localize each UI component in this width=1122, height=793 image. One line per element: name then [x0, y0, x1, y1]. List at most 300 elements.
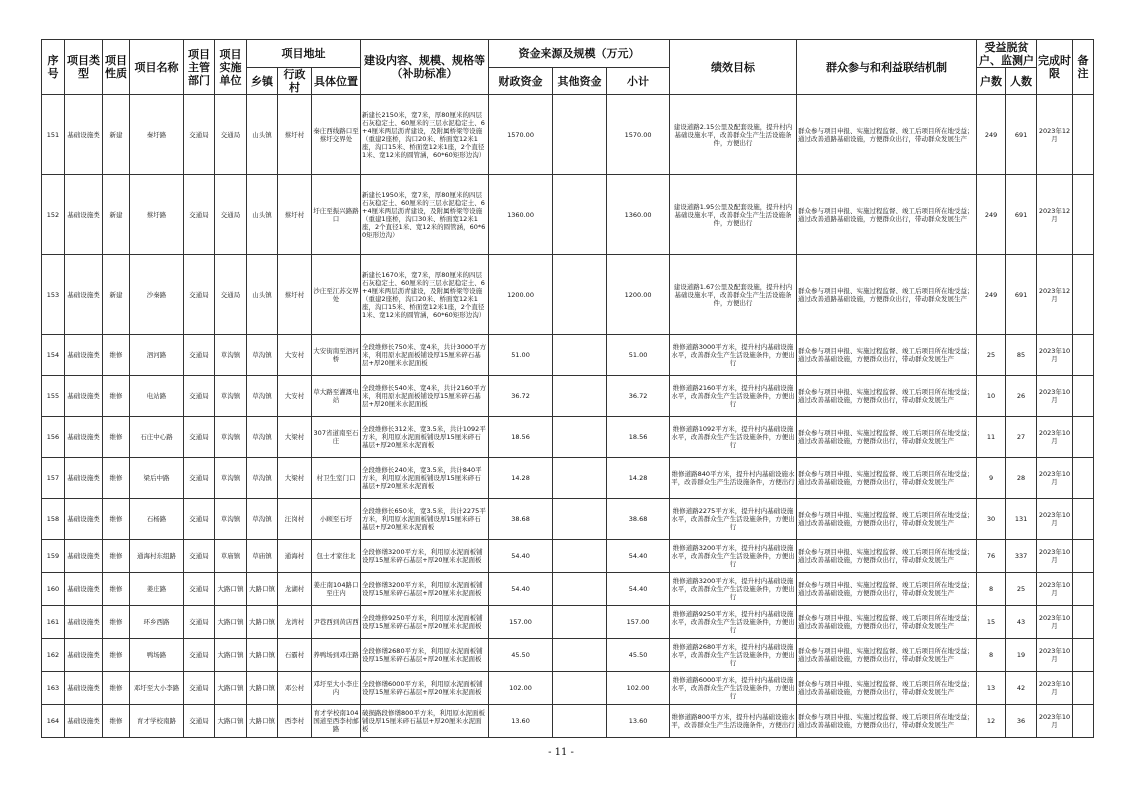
- cell-village: 蔡圩村: [278, 95, 312, 175]
- cell-gov: 157.00: [489, 606, 553, 639]
- cell-village: 蔡圩村: [278, 175, 312, 255]
- cell-dept: 交通局: [184, 672, 215, 705]
- cell-households: 12: [977, 705, 1006, 738]
- cell-name: 沙秦路: [130, 255, 184, 335]
- cell-subtotal: 13.60: [607, 705, 670, 738]
- cell-name: 通海村东组路: [130, 540, 184, 573]
- cell-dept: 交通局: [184, 540, 215, 573]
- cell-nature: 维修: [103, 705, 130, 738]
- cell-mechanism: 群众参与项目申报、实施过程监督、竣工后项目所在地受益；通过改善基础设施，方便群众出行，带动群众发展生产: [797, 499, 977, 540]
- cell-subtotal: 51.00: [607, 335, 670, 376]
- cell-village: 大梁村: [278, 417, 312, 458]
- cell-content: 全段修缮3200平方米，利用原水泥面板铺设厚15厘米碎石基层+厚20厘米水泥面板: [361, 540, 489, 573]
- cell-location: 育才学校南104国道至西李村邮路: [312, 705, 361, 738]
- cell-impl: 草沟镇: [215, 376, 247, 417]
- cell-households: 11: [977, 417, 1006, 458]
- cell-goal: 建设道路2.15公里及配套设施，提升村内基础设施水平，改善群众生产生活设施条件，方便出行: [670, 95, 797, 175]
- cell-subtotal: 157.00: [607, 606, 670, 639]
- cell-deadline: 2023年10月: [1037, 705, 1073, 738]
- cell-location: 村卫生室门口: [312, 458, 361, 499]
- cell-other: [553, 499, 607, 540]
- cell-mechanism: 群众参与项目申报、实施过程监督、竣工后项目所在地受益；通过改善基础设施，方便群众出行，带动群众发展生产: [797, 639, 977, 672]
- cell-mechanism: 群众参与项目申报、实施过程监督、竣工后项目所在地受益；通过改善基础设施，方便群众出行，带动群众发展生产: [797, 417, 977, 458]
- cell-type: 基础设施类: [65, 606, 103, 639]
- cell-seq: 159: [42, 540, 65, 573]
- cell-location: 圩庄至振兴路路口: [312, 175, 361, 255]
- cell-impl: 大路口镇: [215, 672, 247, 705]
- cell-subtotal: 54.40: [607, 540, 670, 573]
- cell-gov: 36.72: [489, 376, 553, 417]
- cell-name: 秦圩路: [130, 95, 184, 175]
- cell-seq: 164: [42, 705, 65, 738]
- project-table: [41, 39, 1094, 738]
- cell-deadline: 2023年12月: [1037, 175, 1073, 255]
- cell-impl: 草庙镇: [215, 540, 247, 573]
- cell-village: 石霸村: [278, 639, 312, 672]
- cell-name: 姜庄路: [130, 573, 184, 606]
- cell-mechanism: 群众参与项目申报、实施过程监督、竣工后项目所在地受益；通过改善基础设施，方便群众出行，带动群众发展生产: [797, 458, 977, 499]
- cell-note: [1073, 499, 1094, 540]
- cell-location: 307省道南至石庄: [312, 417, 361, 458]
- cell-people: 26: [1006, 376, 1037, 417]
- cell-note: [1073, 255, 1094, 335]
- cell-goal: 维修道路2680平方米，提升村内基础设施水平，改善群众生产生活设施条件，方便出行: [670, 639, 797, 672]
- cell-seq: 156: [42, 417, 65, 458]
- cell-households: 8: [977, 573, 1006, 606]
- cell-name: 电站路: [130, 376, 184, 417]
- cell-village: 大安村: [278, 335, 312, 376]
- cell-location: 邓圩至大小李庄内: [312, 672, 361, 705]
- header-village: 行政村: [278, 68, 312, 95]
- table-row: [42, 458, 1094, 499]
- cell-village: 西李村: [278, 705, 312, 738]
- cell-name: 育才学校南路: [130, 705, 184, 738]
- cell-deadline: 2023年10月: [1037, 335, 1073, 376]
- cell-village: 龙湖村: [278, 573, 312, 606]
- cell-impl: 交通局: [215, 175, 247, 255]
- cell-deadline: 2023年12月: [1037, 95, 1073, 175]
- cell-gov: 45.50: [489, 639, 553, 672]
- cell-note: [1073, 672, 1094, 705]
- cell-nature: 维修: [103, 672, 130, 705]
- cell-people: 43: [1006, 606, 1037, 639]
- cell-type: 基础设施类: [65, 705, 103, 738]
- cell-content: 全段维修长540米、宽4米，共计2160平方米，利用原水泥面板铺设厚15厘米碎石基层+厚20厘米水泥面板: [361, 376, 489, 417]
- cell-nature: 新建: [103, 95, 130, 175]
- cell-town: 大路口镇: [247, 705, 278, 738]
- cell-deadline: 2023年10月: [1037, 606, 1073, 639]
- cell-content: 新建长1950米，宽7米，厚80厘米的四层石灰稳定土、60厘米的三层水泥稳定土、6+4厘米两层沥青建设，及附属桥梁等设施（重建1座桥，沟口30米、桥面宽12米1座，2个直径1米、宽12米的圆管涵，60*60矩形边沟）: [361, 175, 489, 255]
- cell-town: 草沟镇: [247, 376, 278, 417]
- cell-impl: 大路口镇: [215, 639, 247, 672]
- cell-people: 691: [1006, 255, 1037, 335]
- cell-goal: 维修道路2275平方米，提升村内基础设施水平，改善群众生产生活设施条件，方便出行: [670, 499, 797, 540]
- cell-goal: 维修道路3200平方米，提升村内基础设施水平，改善群众生产生活设施条件，方便出行: [670, 540, 797, 573]
- cell-people: 42: [1006, 672, 1037, 705]
- header-seq: 序号: [42, 40, 65, 95]
- cell-type: 基础设施类: [65, 458, 103, 499]
- table-row: [42, 376, 1094, 417]
- cell-deadline: 2023年10月: [1037, 639, 1073, 672]
- cell-goal: 维修道路800平方米，提升村内基础设施水平，改善群众生产生活设施条件，方便出行: [670, 705, 797, 738]
- cell-location: 秦庄西线路口至蔡圩交界处: [312, 95, 361, 175]
- cell-mechanism: 群众参与项目申报、实施过程监督、竣工后项目所在地受益；通过改善道路基础设施，方便群众出行，带动群众发展生产: [797, 95, 977, 175]
- header-note: 备注: [1073, 40, 1094, 95]
- header-town: 乡镇: [247, 68, 278, 95]
- cell-location: 包士才家往北: [312, 540, 361, 573]
- cell-impl: 大路口镇: [215, 705, 247, 738]
- cell-content: 全段维修长750米、宽4米，共计3000平方米，利用原水泥面板铺设厚15厘米碎石基层+厚20厘米水泥面板: [361, 335, 489, 376]
- cell-gov: 13.60: [489, 705, 553, 738]
- cell-type: 基础设施类: [65, 499, 103, 540]
- cell-subtotal: 38.68: [607, 499, 670, 540]
- cell-impl: 大路口镇: [215, 573, 247, 606]
- cell-village: 汪岗村: [278, 499, 312, 540]
- header-impl: 项目实施单位: [215, 40, 247, 95]
- cell-content: 新建长2150米，宽7米，厚80厘米的四层石灰稳定土、60厘米的三层水泥稳定土、6+4厘米两层沥青建设，及附属桥梁等设施（重建2座桥，沟口20米、桥面宽12米1座，沟口15米、桥面宽12米1座，2个直径1米、宽12米的圆管涵，60*60矩形边沟）: [361, 95, 489, 175]
- cell-people: 85: [1006, 335, 1037, 376]
- cell-note: [1073, 335, 1094, 376]
- cell-town: 大路口镇: [247, 639, 278, 672]
- table-row: [42, 417, 1094, 458]
- cell-mechanism: 群众参与项目申报、实施过程监督、竣工后项目所在地受益；通过改善基础设施，方便群众出行，带动群众发展生产: [797, 376, 977, 417]
- cell-content: 全段维修9250平方米，利用原水泥面板铺设厚15厘米碎石基层+厚20厘米水泥面板: [361, 606, 489, 639]
- cell-subtotal: 1570.00: [607, 95, 670, 175]
- cell-mechanism: 群众参与项目申报、实施过程监督、竣工后项目所在地受益；通过改善基础设施，方便群众出行，带动群众发展生产: [797, 335, 977, 376]
- cell-seq: 163: [42, 672, 65, 705]
- header-mechanism: 群众参与和利益联结机制: [797, 40, 977, 95]
- cell-goal: 维修道路1092平方米，提升村内基础设施水平，改善群众生产生活设施条件，方便出行: [670, 417, 797, 458]
- cell-nature: 维修: [103, 606, 130, 639]
- table-body: [42, 95, 1094, 738]
- cell-seq: 153: [42, 255, 65, 335]
- cell-name: 石庄中心路: [130, 417, 184, 458]
- table-row: [42, 335, 1094, 376]
- cell-type: 基础设施类: [65, 175, 103, 255]
- cell-seq: 151: [42, 95, 65, 175]
- cell-other: [553, 255, 607, 335]
- cell-dept: 交通局: [184, 255, 215, 335]
- cell-households: 10: [977, 376, 1006, 417]
- cell-deadline: 2023年12月: [1037, 255, 1073, 335]
- cell-content: 全段修缮2680平方米，利用原水泥面板铺设厚15厘米碎石基层+厚20厘米水泥面板: [361, 639, 489, 672]
- cell-note: [1073, 417, 1094, 458]
- cell-town: 大路口镇: [247, 606, 278, 639]
- cell-mechanism: 群众参与项目申报、实施过程监督、竣工后项目所在地受益；通过改善基础设施，方便群众出行，带动群众发展生产: [797, 573, 977, 606]
- cell-note: [1073, 175, 1094, 255]
- cell-mechanism: 群众参与项目申报、实施过程监督、竣工后项目所在地受益；通过改善基础设施，方便群众出行，带动群众发展生产: [797, 540, 977, 573]
- cell-people: 691: [1006, 95, 1037, 175]
- cell-other: [553, 606, 607, 639]
- cell-households: 15: [977, 606, 1006, 639]
- cell-subtotal: 14.28: [607, 458, 670, 499]
- cell-type: 基础设施类: [65, 639, 103, 672]
- cell-dept: 交通局: [184, 705, 215, 738]
- cell-location: 养鸭场到邓庄路: [312, 639, 361, 672]
- cell-gov: 54.40: [489, 573, 553, 606]
- cell-content: 全段维修长312米、宽3.5米，共计1092平方米，利用原水泥面板铺设厚15厘米碎石基层+厚20厘米水泥面板: [361, 417, 489, 458]
- cell-other: [553, 417, 607, 458]
- cell-seq: 158: [42, 499, 65, 540]
- cell-gov: 1570.00: [489, 95, 553, 175]
- cell-type: 基础设施类: [65, 376, 103, 417]
- cell-content: 全段修缮3200平方米，利用原水泥面板铺设厚15厘米碎石基层+厚20厘米水泥面板: [361, 573, 489, 606]
- cell-seq: 160: [42, 573, 65, 606]
- header-households: 户数: [977, 68, 1006, 95]
- cell-deadline: 2023年10月: [1037, 499, 1073, 540]
- cell-note: [1073, 95, 1094, 175]
- cell-subtotal: 45.50: [607, 639, 670, 672]
- cell-note: [1073, 606, 1094, 639]
- table-row: [42, 573, 1094, 606]
- cell-content: 新建长1670米，宽7米，厚80厘米的四层石灰稳定土、60厘米的三层水泥稳定土、6+4厘米两层沥青建设，及附属桥梁等设施（重建2座桥，沟口20米、桥面宽12米1座，沟口15米、桥面宽12米1座，2个直径1米、宽12米的圆管涵，60*60矩形边沟）: [361, 255, 489, 335]
- cell-gov: 1360.00: [489, 175, 553, 255]
- cell-gov: 38.68: [489, 499, 553, 540]
- header-name: 项目名称: [130, 40, 184, 95]
- cell-households: 249: [977, 255, 1006, 335]
- table-row: [42, 499, 1094, 540]
- cell-people: 28: [1006, 458, 1037, 499]
- cell-gov: 18.56: [489, 417, 553, 458]
- cell-goal: 维修道路2160平方米，提升村内基础设施水平，改善群众生产生活设施条件，方便出行: [670, 376, 797, 417]
- cell-other: [553, 458, 607, 499]
- cell-people: 27: [1006, 417, 1037, 458]
- cell-households: 249: [977, 175, 1006, 255]
- cell-nature: 维修: [103, 335, 130, 376]
- cell-other: [553, 639, 607, 672]
- cell-mechanism: 群众参与项目申报、实施过程监督、竣工后项目所在地受益；通过改善基础设施，方便群众出行，带动群众发展生产: [797, 672, 977, 705]
- cell-mechanism: 群众参与项目申报、实施过程监督、竣工后项目所在地受益；通过改善基础设施，方便群众出行，带动群众发展生产: [797, 705, 977, 738]
- cell-people: 25: [1006, 573, 1037, 606]
- cell-subtotal: 18.56: [607, 417, 670, 458]
- cell-name: 泗河路: [130, 335, 184, 376]
- cell-seq: 161: [42, 606, 65, 639]
- cell-seq: 154: [42, 335, 65, 376]
- cell-town: 草沟镇: [247, 499, 278, 540]
- project-table-sheet: [41, 39, 1089, 738]
- cell-other: [553, 540, 607, 573]
- cell-village: 龙湾村: [278, 606, 312, 639]
- table-row: [42, 540, 1094, 573]
- table-row: [42, 175, 1094, 255]
- cell-nature: 维修: [103, 540, 130, 573]
- cell-type: 基础设施类: [65, 335, 103, 376]
- cell-households: 30: [977, 499, 1006, 540]
- cell-note: [1073, 458, 1094, 499]
- header-people: 人数: [1006, 68, 1037, 95]
- header-funds: 资金来源及规模（万元）: [489, 40, 670, 68]
- cell-name: 石杨路: [130, 499, 184, 540]
- table-row: [42, 255, 1094, 335]
- cell-deadline: 2023年10月: [1037, 458, 1073, 499]
- table-row: [42, 705, 1094, 738]
- cell-dept: 交通局: [184, 573, 215, 606]
- cell-note: [1073, 639, 1094, 672]
- table-row: [42, 95, 1094, 175]
- header-location: 具体位置: [312, 68, 361, 95]
- cell-nature: 维修: [103, 458, 130, 499]
- cell-village: 邓公村: [278, 672, 312, 705]
- cell-seq: 157: [42, 458, 65, 499]
- cell-deadline: 2023年10月: [1037, 573, 1073, 606]
- cell-other: [553, 672, 607, 705]
- table-row: [42, 672, 1094, 705]
- cell-people: 19: [1006, 639, 1037, 672]
- cell-other: [553, 175, 607, 255]
- cell-type: 基础设施类: [65, 540, 103, 573]
- cell-town: 大路口镇: [247, 672, 278, 705]
- cell-town: 山头镇: [247, 255, 278, 335]
- cell-gov: 54.40: [489, 540, 553, 573]
- cell-deadline: 2023年10月: [1037, 417, 1073, 458]
- cell-village: 通海村: [278, 540, 312, 573]
- cell-people: 691: [1006, 175, 1037, 255]
- cell-nature: 维修: [103, 376, 130, 417]
- cell-nature: 新建: [103, 175, 130, 255]
- cell-people: 337: [1006, 540, 1037, 573]
- cell-town: 山头镇: [247, 175, 278, 255]
- header-address: 项目地址: [247, 40, 361, 68]
- cell-seq: 152: [42, 175, 65, 255]
- cell-goal: 维修道路9250平方米，提升村内基础设施水平，改善群众生产生活设施条件，方便出行: [670, 606, 797, 639]
- table-row: [42, 606, 1094, 639]
- cell-type: 基础设施类: [65, 95, 103, 175]
- cell-impl: 交通局: [215, 255, 247, 335]
- cell-name: 邓圩至大小李路: [130, 672, 184, 705]
- cell-gov: 51.00: [489, 335, 553, 376]
- cell-content: 全段修缮6000平方米，利用原水泥面板铺设厚15厘米碎石基层+厚20厘米水泥面板: [361, 672, 489, 705]
- cell-gov: 102.00: [489, 672, 553, 705]
- cell-seq: 155: [42, 376, 65, 417]
- cell-dept: 交通局: [184, 376, 215, 417]
- cell-note: [1073, 376, 1094, 417]
- cell-type: 基础设施类: [65, 417, 103, 458]
- cell-people: 36: [1006, 705, 1037, 738]
- cell-content: 全段维修长240米，宽3.5米，共计840平方米，利用原水泥面板铺设厚15厘米碎石基层+厚20厘米水泥面板: [361, 458, 489, 499]
- cell-goal: 维修道路3000平方米，提升村内基础设施水平，改善群众生产生活设施条件，方便出行: [670, 335, 797, 376]
- cell-location: 姜庄南104路口至庄内: [312, 573, 361, 606]
- cell-dept: 交通局: [184, 639, 215, 672]
- cell-households: 76: [977, 540, 1006, 573]
- header-deadline: 完成时限: [1037, 40, 1073, 95]
- cell-impl: 草沟镇: [215, 458, 247, 499]
- cell-location: 草大路至灌溉电站: [312, 376, 361, 417]
- cell-deadline: 2023年10月: [1037, 540, 1073, 573]
- cell-gov: 1200.00: [489, 255, 553, 335]
- cell-impl: 交通局: [215, 95, 247, 175]
- cell-other: [553, 573, 607, 606]
- cell-location: 沙庄至江苏交界处: [312, 255, 361, 335]
- cell-subtotal: 102.00: [607, 672, 670, 705]
- cell-name: 鸭场路: [130, 639, 184, 672]
- header-other: 其他资金: [553, 68, 607, 95]
- cell-dept: 交通局: [184, 335, 215, 376]
- cell-gov: 14.28: [489, 458, 553, 499]
- cell-households: 13: [977, 672, 1006, 705]
- cell-location: 尹巷西到黄店西: [312, 606, 361, 639]
- header-beneficiary: 受益脱贫户、监测户: [977, 40, 1037, 68]
- cell-town: 大路口镇: [247, 573, 278, 606]
- cell-subtotal: 36.72: [607, 376, 670, 417]
- cell-impl: 草沟镇: [215, 417, 247, 458]
- cell-dept: 交通局: [184, 606, 215, 639]
- cell-nature: 新建: [103, 255, 130, 335]
- cell-type: 基础设施类: [65, 255, 103, 335]
- cell-name: 梁后中路: [130, 458, 184, 499]
- cell-mechanism: 群众参与项目申报、实施过程监督、竣工后项目所在地受益；通过改善基础设施，方便群众出行，带动群众发展生产: [797, 606, 977, 639]
- cell-households: 25: [977, 335, 1006, 376]
- cell-note: [1073, 573, 1094, 606]
- cell-goal: 建设道路1.95公里及配套设施，提升村内基础设施水平，改善群众生产生活设施条件，方便出行: [670, 175, 797, 255]
- cell-impl: 草沟镇: [215, 499, 247, 540]
- page-number: - 11 -: [548, 747, 574, 758]
- header-type: 项目类型: [65, 40, 103, 95]
- cell-village: 大安村: [278, 376, 312, 417]
- cell-location: 大安街南至泗河桥: [312, 335, 361, 376]
- cell-goal: 维修道路6000平方米，提升村内基础设施水平，改善群众生产生活设施条件，方便出行: [670, 672, 797, 705]
- cell-village: 大梁村: [278, 458, 312, 499]
- cell-nature: 维修: [103, 417, 130, 458]
- header-gov: 财政资金: [489, 68, 553, 95]
- cell-dept: 交通局: [184, 499, 215, 540]
- header-goal: 绩效目标: [670, 40, 797, 95]
- cell-other: [553, 705, 607, 738]
- cell-subtotal: 1360.00: [607, 175, 670, 255]
- cell-name: 蔡圩路: [130, 175, 184, 255]
- cell-town: 草沟镇: [247, 458, 278, 499]
- cell-deadline: 2023年10月: [1037, 376, 1073, 417]
- cell-location: 小顾至石圩: [312, 499, 361, 540]
- cell-people: 131: [1006, 499, 1037, 540]
- cell-goal: 建设道路1.67公里及配套设施，提升村内基础设施水平，改善群众生产生活设施条件，方便出行: [670, 255, 797, 335]
- cell-goal: 维修道路840平方米，提升村内基础设施水平，改善群众生产生活设施条件，方便出行: [670, 458, 797, 499]
- cell-type: 基础设施类: [65, 672, 103, 705]
- cell-impl: 草沟镇: [215, 335, 247, 376]
- cell-seq: 162: [42, 639, 65, 672]
- header-subtotal: 小计: [607, 68, 670, 95]
- cell-name: 环乡西路: [130, 606, 184, 639]
- cell-nature: 维修: [103, 639, 130, 672]
- cell-impl: 大路口镇: [215, 606, 247, 639]
- cell-households: 8: [977, 639, 1006, 672]
- cell-other: [553, 95, 607, 175]
- cell-households: 249: [977, 95, 1006, 175]
- cell-town: 草沟镇: [247, 417, 278, 458]
- cell-mechanism: 群众参与项目申报、实施过程监督、竣工后项目所在地受益；通过改善道路基础设施，方便群众出行，带动群众发展生产: [797, 255, 977, 335]
- cell-village: 蔡圩村: [278, 255, 312, 335]
- cell-subtotal: 54.40: [607, 573, 670, 606]
- cell-town: 山头镇: [247, 95, 278, 175]
- cell-other: [553, 376, 607, 417]
- cell-mechanism: 群众参与项目申报、实施过程监督、竣工后项目所在地受益；通过改善道路基础设施，方便群众出行，带动群众发展生产: [797, 175, 977, 255]
- header-content: 建设内容、规模、规格等（补助标准）: [361, 40, 489, 95]
- cell-households: 9: [977, 458, 1006, 499]
- cell-type: 基础设施类: [65, 573, 103, 606]
- cell-content: 破损路段修缮800平方米，利用原水泥面板铺设厚15厘米碎石基层+厚20厘米水泥面板: [361, 705, 489, 738]
- cell-nature: 维修: [103, 573, 130, 606]
- cell-nature: 维修: [103, 499, 130, 540]
- cell-town: 草庙镇: [247, 540, 278, 573]
- cell-note: [1073, 705, 1094, 738]
- cell-dept: 交通局: [184, 175, 215, 255]
- cell-subtotal: 1200.00: [607, 255, 670, 335]
- table-row: [42, 639, 1094, 672]
- cell-deadline: 2023年10月: [1037, 672, 1073, 705]
- cell-dept: 交通局: [184, 458, 215, 499]
- cell-goal: 维修道路3200平方米，提升村内基础设施水平，改善群众生产生活设施条件，方便出行: [670, 573, 797, 606]
- cell-content: 全段维修长650米，宽3.5米，共计2275平方米，利用原水泥面板铺设厚15厘米碎石基层+厚20厘米水泥面板: [361, 499, 489, 540]
- cell-town: 草沟镇: [247, 335, 278, 376]
